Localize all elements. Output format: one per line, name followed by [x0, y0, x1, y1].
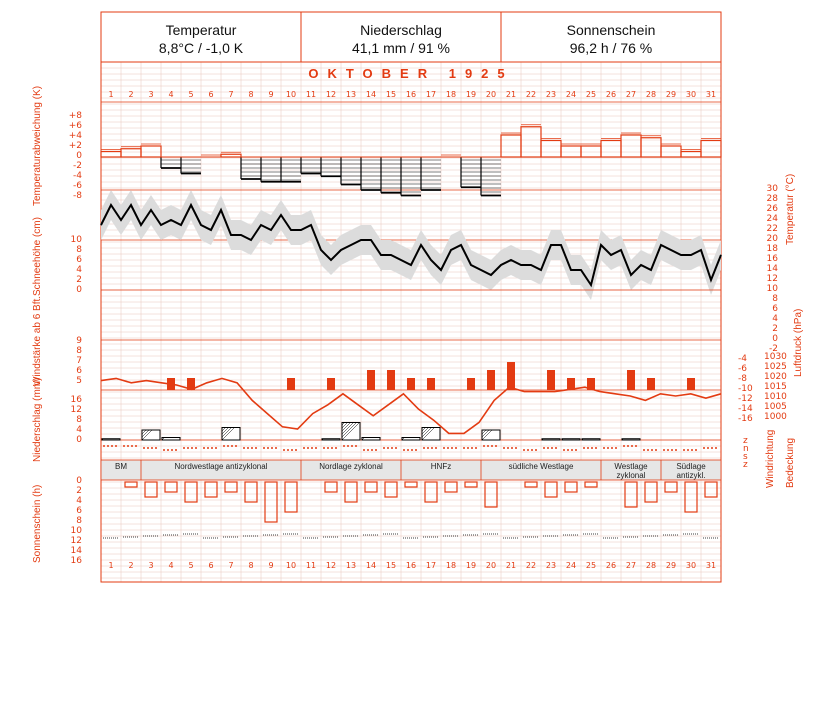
- day-label: 21: [505, 90, 517, 99]
- sunshine-bar: [205, 482, 217, 497]
- weather-type-label: HNFz: [430, 462, 452, 471]
- day-label: 28: [645, 90, 657, 99]
- temp_dev-tick: -8: [73, 191, 82, 201]
- day-label: 14: [365, 561, 377, 570]
- day-label: 21: [505, 561, 517, 570]
- precipitation-bar: [422, 428, 440, 441]
- temp-tick: 16: [766, 254, 778, 264]
- temp-deviation-axis-label: Temperaturabweichung (K): [32, 85, 43, 206]
- wind-bar: [427, 378, 435, 390]
- temp-tick: 20: [766, 234, 778, 244]
- snow-tick: 6: [76, 255, 82, 265]
- day-label: 10: [285, 90, 297, 99]
- snow-tick: 8: [76, 245, 82, 255]
- precip-tick: 8: [76, 415, 82, 425]
- snow-tick: 0: [76, 285, 82, 295]
- wind-bar: [627, 370, 635, 390]
- day-label: 9: [268, 561, 274, 570]
- temperature-point: [371, 240, 372, 241]
- temp_dev-tick: -6: [73, 181, 82, 191]
- day-label: 18: [445, 90, 457, 99]
- sunshine-bar: [525, 482, 537, 487]
- precipitation-bar: [542, 439, 560, 440]
- wind-bar: [387, 370, 395, 390]
- day-label: 12: [325, 90, 337, 99]
- pressure-low-tick: -10: [738, 384, 753, 394]
- temp_dev-tick: +6: [68, 121, 82, 131]
- pressure-low-tick: -12: [738, 394, 753, 404]
- temperature-point: [551, 245, 552, 246]
- weather-type-label: Nordlage zyklonal: [319, 462, 383, 471]
- day-label: 19: [465, 561, 477, 570]
- temperature-point: [571, 270, 572, 271]
- temperature-point: [191, 205, 192, 206]
- temp_dev-tick: +8: [68, 111, 82, 121]
- temperature-point: [651, 270, 652, 271]
- temperature-title: Temperatur: [165, 22, 237, 38]
- precip-tick: 4: [76, 425, 82, 435]
- sunshine-bar: [325, 482, 337, 492]
- temperature-range-band: [101, 190, 721, 300]
- temperature-point: [621, 250, 622, 251]
- temp-dev-bar: [141, 146, 161, 157]
- temp-tick: 22: [766, 224, 778, 234]
- precip-tick: 12: [70, 405, 82, 415]
- precipitation-bar: [362, 438, 380, 441]
- temperature-point: [491, 275, 492, 276]
- temp_dev-tick: -4: [73, 171, 82, 181]
- temperature-point: [291, 230, 292, 231]
- day-label: 19: [465, 90, 477, 99]
- temperature-point: [581, 270, 582, 271]
- temperature-point: [441, 270, 442, 271]
- wind-tick: 8: [76, 346, 82, 356]
- temp-tick: 24: [766, 214, 778, 224]
- snow-tick: 10: [70, 235, 82, 245]
- day-label: 28: [645, 561, 657, 570]
- precipitation-bar: [102, 439, 120, 440]
- wind-tick: 9: [76, 336, 82, 346]
- temperature-point: [471, 265, 472, 266]
- day-label: 15: [385, 561, 397, 570]
- temperature-point: [511, 260, 512, 261]
- month-label: OKTOBER 1925: [308, 66, 514, 81]
- temperature-point: [611, 255, 612, 256]
- sun-tick: 8: [76, 516, 82, 526]
- cloud-cover-dashes: [103, 446, 719, 450]
- sunshine-bar: [405, 482, 417, 487]
- sun-tick: 0: [76, 476, 82, 486]
- day-label: 13: [345, 90, 357, 99]
- temperature-point: [241, 235, 242, 236]
- wind-bar: [507, 362, 515, 390]
- day-label: 11: [305, 90, 317, 99]
- temperature-point: [311, 225, 312, 226]
- pressure-low-tick: -4: [738, 354, 747, 364]
- day-label: 5: [188, 561, 194, 570]
- snow-tick: 2: [76, 275, 82, 285]
- precipitation-bars: [102, 423, 640, 441]
- pressure-tick: 1025: [764, 362, 787, 372]
- temp-axis-label: Temperatur (°C): [785, 173, 796, 245]
- sunshine-bar: [425, 482, 437, 502]
- weather-type-label: südliche Westlage: [508, 462, 574, 471]
- day-label: 17: [425, 90, 437, 99]
- wind-bar: [287, 378, 295, 390]
- day-label: 8: [248, 90, 254, 99]
- temp_dev-tick: 0: [76, 151, 82, 161]
- temp-tick: 10: [766, 284, 778, 294]
- weather-type-label: BM: [115, 462, 127, 471]
- precipitation-bar: [562, 439, 580, 440]
- day-label: 27: [625, 561, 637, 570]
- temperature-point: [331, 260, 332, 261]
- day-label: 1: [108, 561, 114, 570]
- day-label: 16: [405, 561, 417, 570]
- temperature-point: [421, 245, 422, 246]
- temperature-point: [181, 225, 182, 226]
- temperature-point: [481, 270, 482, 271]
- temperature-point: [211, 230, 212, 231]
- sunshine-bar: [285, 482, 297, 512]
- sunshine-bar: [685, 482, 697, 512]
- pressure-low-tick: -8: [738, 374, 747, 384]
- day-label: 29: [665, 90, 677, 99]
- wind-bar: [687, 378, 695, 390]
- day-label: 4: [168, 561, 174, 570]
- sunshine-bar: [365, 482, 377, 492]
- temperature-point: [561, 245, 562, 246]
- temperature-point: [541, 270, 542, 271]
- precipitation-bar: [322, 439, 340, 440]
- temperature-point: [151, 210, 152, 211]
- pressure-tick: 1015: [764, 382, 787, 392]
- wind-bar: [547, 370, 555, 390]
- cloud-axis-label: Bedeckung: [785, 437, 796, 488]
- sunshine-bar: [585, 482, 597, 487]
- day-label: 13: [345, 561, 357, 570]
- sunshine-bar: [165, 482, 177, 492]
- temp-dev-bar: [701, 141, 721, 158]
- temperature-point: [411, 265, 412, 266]
- sun-tick: 14: [70, 546, 82, 556]
- pressure-tick: 1000: [764, 412, 787, 422]
- temperature-point: [631, 275, 632, 276]
- temperature-point: [721, 255, 722, 256]
- temp-dev-bar: [601, 141, 621, 158]
- precipitation-bar: [222, 428, 240, 441]
- sunshine-bar: [225, 482, 237, 492]
- temperature-point: [641, 265, 642, 266]
- pressure-axis-label: Luftdruck (hPa): [793, 308, 804, 377]
- weather-type-label: Westlage zyklonal: [614, 462, 648, 480]
- precip-tick: 16: [70, 395, 82, 405]
- sunshine-bar: [145, 482, 157, 497]
- day-label: 25: [585, 90, 597, 99]
- day-label: 14: [365, 90, 377, 99]
- pressure-low-tick: -16: [738, 414, 753, 424]
- wind-axis-label: Windstärke ab 6 Bft.: [32, 295, 43, 386]
- day-label: 2: [128, 561, 134, 570]
- snow-axis-label: Schneehöhe (cm): [32, 217, 43, 296]
- temperature-point: [701, 250, 702, 251]
- day-label: 3: [148, 90, 154, 99]
- temp-tick: 28: [766, 194, 778, 204]
- day-label: 27: [625, 90, 637, 99]
- sunshine-bar: [125, 482, 137, 487]
- temperature-point: [161, 225, 162, 226]
- day-label: 29: [665, 561, 677, 570]
- wind-bar: [647, 378, 655, 390]
- temperature-point: [681, 255, 682, 256]
- temperature-point: [501, 265, 502, 266]
- day-label: 7: [228, 90, 234, 99]
- grid: [101, 62, 721, 582]
- temp-tick: 4: [772, 314, 778, 324]
- temperature-point: [671, 250, 672, 251]
- wind-tick: 6: [76, 366, 82, 376]
- day-label: 5: [188, 90, 194, 99]
- temperature-point: [661, 245, 662, 246]
- day-label: 30: [685, 90, 697, 99]
- day-label: 25: [585, 561, 597, 570]
- wind-tick: 5: [76, 376, 82, 386]
- day-label: 17: [425, 561, 437, 570]
- precipitation-bar: [582, 439, 600, 440]
- temperature-point: [461, 245, 462, 246]
- day-label: 31: [705, 561, 717, 570]
- day-label: 15: [385, 90, 397, 99]
- temperature-point: [171, 220, 172, 221]
- temperature-point: [111, 205, 112, 206]
- temperature-point: [451, 250, 452, 251]
- temp-tick: 6: [772, 304, 778, 314]
- temp-dev-bar: [541, 141, 561, 158]
- day-label: 31: [705, 90, 717, 99]
- pressure-tick: 1010: [764, 392, 787, 402]
- day-label: 6: [208, 90, 214, 99]
- temp-tick: 26: [766, 204, 778, 214]
- day-label: 26: [605, 90, 617, 99]
- winddir-axis-label: Windrichtung: [765, 429, 776, 488]
- precipitation-hatch: [222, 428, 223, 429]
- sunshine-bar: [645, 482, 657, 502]
- day-label: 30: [685, 561, 697, 570]
- temperature-point: [261, 225, 262, 226]
- sunshine-bar: [345, 482, 357, 502]
- day-label: 12: [325, 561, 337, 570]
- precipitation-bar: [162, 438, 180, 441]
- day-label: 23: [545, 90, 557, 99]
- sun-tick: 16: [70, 556, 82, 566]
- day-label: 20: [485, 90, 497, 99]
- weather-type-label: Südlage antizykl.: [676, 462, 706, 480]
- precip-axis-label: Niederschlag (mm): [32, 377, 43, 462]
- sun-tick: 4: [76, 496, 82, 506]
- temperature-point: [341, 250, 342, 251]
- temperature-point: [531, 265, 532, 266]
- temperature-point: [361, 240, 362, 241]
- temperature-point: [431, 260, 432, 261]
- pressure-low-tick: -14: [738, 404, 753, 414]
- sun-tick: 10: [70, 526, 82, 536]
- temperature-point: [141, 225, 142, 226]
- winddir-tick: z: [743, 460, 748, 470]
- temperature-point: [301, 230, 302, 231]
- temp_dev-tick: +4: [68, 131, 82, 141]
- day-label: 24: [565, 561, 577, 570]
- temperature-point: [201, 225, 202, 226]
- temperature-point: [691, 255, 692, 256]
- temperature-point: [231, 235, 232, 236]
- temp-tick: 30: [766, 184, 778, 194]
- temperature-point: [391, 255, 392, 256]
- day-label: 22: [525, 90, 537, 99]
- day-label: 23: [545, 561, 557, 570]
- temp-dev-bar: [101, 152, 121, 158]
- temperature-point: [381, 255, 382, 256]
- day-label: 11: [305, 561, 317, 570]
- sunshine-bar: [385, 482, 397, 497]
- wind-tick: 7: [76, 356, 82, 366]
- temperature-point: [711, 280, 712, 281]
- temp-dev-bar: [561, 146, 581, 157]
- wind-bar: [367, 370, 375, 390]
- temp-dev-bar: [641, 138, 661, 157]
- sunshine-bar: [485, 482, 497, 507]
- temp-tick: 2: [772, 324, 778, 334]
- precipitation-bar: [622, 439, 640, 440]
- day-label: 4: [168, 90, 174, 99]
- day-label: 24: [565, 90, 577, 99]
- temp-tick: 8: [772, 294, 778, 304]
- temp-dev-bar: [581, 146, 601, 157]
- temp-dev-bar: [521, 127, 541, 157]
- day-label: 2: [128, 90, 134, 99]
- temperature-point: [351, 245, 352, 246]
- sun-axis-label: Sonnenschein (h): [32, 484, 43, 563]
- day-label: 1: [108, 90, 114, 99]
- precipitation-title: Niederschlag: [360, 22, 442, 38]
- winddir-tick: n: [743, 444, 749, 454]
- pressure-tick: 1005: [764, 402, 787, 412]
- sunshine-bar: [445, 482, 457, 492]
- day-label: 7: [228, 561, 234, 570]
- sunshine-bar: [625, 482, 637, 507]
- day-label: 16: [405, 90, 417, 99]
- day-label: 26: [605, 561, 617, 570]
- precipitation-value: 41,1 mm / 91 %: [351, 40, 451, 56]
- sunshine-title: Sonnenschein: [566, 22, 656, 38]
- temperature-point: [121, 220, 122, 221]
- sunshine-bar: [465, 482, 477, 487]
- sunshine-bar: [665, 482, 677, 492]
- sunshine-bars: [103, 482, 719, 538]
- sun-tick: 12: [70, 536, 82, 546]
- pressure-low-tick: -6: [738, 364, 747, 374]
- temp-tick: 12: [766, 274, 778, 284]
- temperature-point: [251, 240, 252, 241]
- winddir-tick: s: [743, 452, 748, 462]
- day-label: 22: [525, 561, 537, 570]
- sunshine-value: 96,2 h / 76 %: [569, 40, 653, 56]
- temp-tick: 14: [766, 264, 778, 274]
- day-label: 10: [285, 561, 297, 570]
- temperature-point: [221, 210, 222, 211]
- day-label: 20: [485, 561, 497, 570]
- snow-tick: 4: [76, 265, 82, 275]
- precip-tick: 0: [76, 435, 82, 445]
- temp-dev-bar: [661, 146, 681, 157]
- sunshine-bar: [705, 482, 717, 497]
- precipitation-hatch: [422, 428, 423, 429]
- wind-bar: [327, 378, 335, 390]
- pressure-tick: 1030: [764, 352, 787, 362]
- sunshine-bar: [185, 482, 197, 502]
- pressure-tick: 1020: [764, 372, 787, 382]
- sunshine-bar: [245, 482, 257, 502]
- wind-bar: [487, 370, 495, 390]
- temperature-value: 8,8°C / -1,0 K: [158, 40, 244, 56]
- temp_dev-tick: -2: [73, 161, 82, 171]
- sun-tick: 6: [76, 506, 82, 516]
- temperature-point: [271, 230, 272, 231]
- temp-dev-bar: [121, 149, 141, 157]
- sunshine-bar: [565, 482, 577, 492]
- temperature-point: [601, 245, 602, 246]
- temp-tick: -2: [769, 344, 778, 354]
- weather-type-label: Nordwestlage antizyklonal: [174, 462, 268, 471]
- temperature-point: [321, 250, 322, 251]
- wind-bar: [407, 378, 415, 390]
- temperature-point: [101, 225, 102, 226]
- temp-tick: 18: [766, 244, 778, 254]
- wind-bar: [467, 378, 475, 390]
- day-label: 18: [445, 561, 457, 570]
- temperature-point: [401, 260, 402, 261]
- temperature-point: [281, 215, 282, 216]
- winddir-tick: z: [743, 436, 748, 446]
- day-label: 9: [268, 90, 274, 99]
- temp_dev-tick: +2: [68, 141, 82, 151]
- temp-tick: 0: [772, 334, 778, 344]
- temperature-point: [131, 205, 132, 206]
- temp-dev-bar: [681, 152, 701, 158]
- temperature-point: [591, 285, 592, 286]
- day-label: 6: [208, 561, 214, 570]
- sun-tick: 2: [76, 486, 82, 496]
- precipitation-bar: [402, 438, 420, 441]
- sunshine-bar: [545, 482, 557, 497]
- day-label: 8: [248, 561, 254, 570]
- temperature-point: [521, 265, 522, 266]
- day-label: 3: [148, 561, 154, 570]
